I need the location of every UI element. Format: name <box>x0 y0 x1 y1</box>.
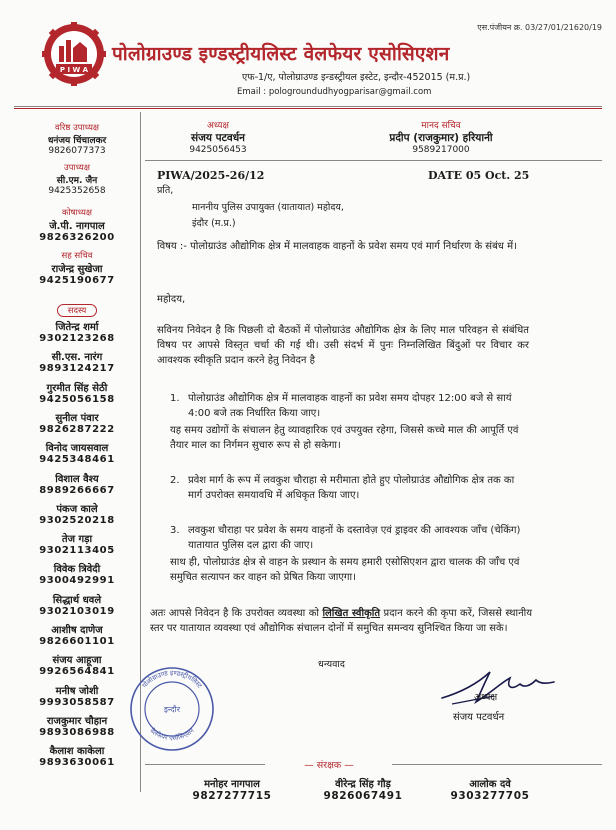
secretary-name: प्रदीप (राजकुमार) हरियानी <box>389 132 493 144</box>
member-entry <box>18 471 136 496</box>
sidebar-phone: 9826077373 <box>48 146 106 156</box>
sidebar-name: सी.एम. जैन <box>56 176 98 186</box>
thanks-text: धन्यवाद <box>318 659 345 670</box>
member-name: आशीष दाणेज <box>51 625 103 636</box>
sidebar-name: राजेन्द्र सुखेजा <box>51 264 103 275</box>
member-entry <box>18 592 136 617</box>
association-seal <box>128 665 216 753</box>
registration-number: एस.पंजीयन क्र. 03/27/01/21620/19 <box>477 23 602 32</box>
point-number: 2. <box>170 475 180 486</box>
patron-name: वीरेन्द्र सिंह गौड़ <box>335 779 391 790</box>
salutation: महोदय, <box>157 294 186 305</box>
member-phone: 9302123268 <box>39 333 115 344</box>
recipient-label: प्रति, <box>157 185 174 196</box>
patron-3 <box>420 776 560 802</box>
member-name: जितेन्द्र शर्मा <box>55 322 99 333</box>
members-title: सदस्य <box>18 298 136 317</box>
member-name: कैलाश काकेला <box>49 746 105 758</box>
member-name: सी.एस. नारंग <box>51 352 103 364</box>
president-role: अध्यक्ष <box>207 121 229 131</box>
member-entry <box>18 349 136 374</box>
member-phone: 9826287222 <box>39 423 115 435</box>
bearers-divider <box>145 160 602 161</box>
sidebar-phone: 9425352658 <box>48 186 106 196</box>
member-entry <box>18 683 136 708</box>
member-entry <box>18 410 136 435</box>
member-name: विवेक त्रिवेदी <box>53 564 101 576</box>
member-phone: 9425056158 <box>39 393 115 405</box>
sidebar-name: धनंजय चिंचालकर <box>47 136 107 146</box>
member-entry <box>18 380 136 405</box>
patron-phone: 9826067491 <box>323 790 403 802</box>
point-3 <box>170 523 529 553</box>
handwritten-signature <box>432 662 562 712</box>
header-divider-accent <box>14 108 602 109</box>
member-entry <box>18 743 136 768</box>
sidebar-officer-3 <box>18 207 136 243</box>
member-phone: 9993058587 <box>39 696 115 708</box>
footer-rule-left <box>145 764 265 765</box>
secretary-phone: 9589217000 <box>412 145 470 155</box>
sidebar-officer-2 <box>18 162 136 196</box>
member-name: तेज गड़ा <box>61 534 93 546</box>
member-phone: 9302103019 <box>39 605 115 617</box>
reference-number: PIWA/2025-26/12 <box>157 169 265 182</box>
recipient-line-1: माननीय पुलिस उपायुक्त (यातायात) महोदय, <box>192 202 344 213</box>
sidebar-phone: 9425190677 <box>39 275 115 286</box>
seal-bottom-text: वेलफेयर एसोसिएशन <box>148 726 196 743</box>
sidebar-role: सह सचिव <box>61 251 93 261</box>
member-name: विशाल वैश्य <box>55 473 99 485</box>
seal-top-text: पोलोग्राउण्ड इण्डस्ट्रीयलिस्ट <box>140 668 204 690</box>
patron-2 <box>293 776 433 802</box>
member-name: राजकुमार चौहान <box>46 715 108 727</box>
member-entry <box>18 622 136 647</box>
signatory-role: अध्यक्ष <box>474 692 498 703</box>
member-phone: 9302520218 <box>39 514 115 526</box>
point-1 <box>170 391 529 421</box>
point-number: 3. <box>170 525 180 536</box>
intro-paragraph: सविनय निवेदन है कि पिछली दो बैठकों में पोलोग्राउंड औद्योगिक क्षेत्र के लिए माल परिवहन से संबंधित विषय पर आपसे विस्तृत चर्चा की गई थी। उसी संदर्भ में पुनः निम्नलिखित बिंदुओं पर विचार कर आवश्यक स्वीकृति प्रदान करने हेतु निवेदन है <box>157 325 529 366</box>
svg-text:वेलफेयर एसोसिएशन <box>148 726 196 742</box>
association-logo <box>42 22 106 86</box>
member-phone: 9425348461 <box>39 454 115 466</box>
president-name: संजय पटवर्धन <box>190 132 245 144</box>
organization-email: Email : pologroundudhyogparisar@gmail.com <box>237 87 432 97</box>
point-text: लवकुश चौराहा पर प्रवेश के समय वाहनों के दस्तावेज़ एवं ड्राइवर की आवश्यक जाँच (चेकिंग) यातायात पुलिस दल द्वारा की जाए। <box>188 525 521 551</box>
member-phone: 9926564841 <box>39 666 115 678</box>
member-entry <box>18 531 136 556</box>
signatory-name: संजय पटवर्धन <box>453 712 505 723</box>
sidebar-phone: 9826326200 <box>39 232 115 243</box>
secretary-role: मानद सचिव <box>421 121 461 131</box>
member-name: संजय आहूजा <box>52 655 102 667</box>
member-phone: 9893086988 <box>39 726 115 738</box>
closing-text-end: प्रदान करने की कृपा करें, जिससे स्थानीय स्तर पर यातायात व्यवस्था एवं औद्योगिक संचालन दोनों में समुचित समन्वय सुनिश्चित किया जा सके। <box>150 608 533 634</box>
member-name: पंकज काले <box>56 503 98 515</box>
closing-paragraph <box>150 606 532 636</box>
member-entry <box>18 713 136 738</box>
subject-line: विषय :- पोलोग्राउंड औद्योगिक क्षेत्र में मालवाहक वाहनों के प्रवेश समय एवं मार्ग निर्धारण के संबंध में। <box>157 241 517 252</box>
member-phone: 9826601101 <box>39 636 115 647</box>
member-entry <box>18 501 136 526</box>
sidebar-officer-1 <box>18 122 136 156</box>
sidebar-officer-4 <box>18 250 136 286</box>
closing-emphasis: लिखित स्वीकृति <box>322 608 381 619</box>
member-entry <box>18 652 136 677</box>
president-phone: 9425056453 <box>189 145 247 155</box>
member-entry <box>18 440 136 465</box>
point-number: 1. <box>170 393 180 404</box>
point-1-extra: यह समय उद्योगों के संचालन हेतु व्यावहारिक एवं उपयुक्त रहेगा, जिससे कच्चे माल की आपूर्ति एवं तैयार माल का निर्गमन सुचारु रूप से हो सकेगा। <box>170 425 519 451</box>
patron-name: मनोहर नागपाल <box>204 779 260 790</box>
member-entry <box>18 561 136 586</box>
patron-phone: 9303277705 <box>450 790 530 802</box>
patron-name: आलोक दवे <box>469 779 511 790</box>
logo-text: P I W A <box>59 66 89 74</box>
footer-rule-right <box>392 764 602 765</box>
organization-name: पोलोग्राउण्ड इण्डस्ट्रीयलिस्ट वेलफेयर एसोसिएशन <box>112 43 450 65</box>
point-3-extra: साथ ही, पोलोग्राउंड क्षेत्र से वाहन के प्रस्थान के समय हमारी एसोसिएशन द्वारा चालक की जाँच एवं समुचित सत्यापन कर वाहन को प्रेषित किया जाएगा। <box>170 557 520 583</box>
point-2 <box>170 473 529 503</box>
member-phone: 9893630061 <box>39 757 115 769</box>
svg-text:पोलोग्राउण्ड इण्डस्ट्रीयलिस्ट <box>141 669 204 690</box>
sidebar-role: उपाध्यक्ष <box>64 163 90 173</box>
member-phone: 9300492991 <box>39 575 115 587</box>
member-phone: 9893124217 <box>39 363 115 375</box>
point-text: पोलोग्राउंड औद्योगिक क्षेत्र में मालवाहक वाहनों का प्रवेश समय दोपहर 12:00 बजे से सायं 4:00 बजे तक निर्धारित किया जाए। <box>188 393 512 419</box>
member-name: सुनील पंवार <box>55 412 99 424</box>
header-divider <box>14 106 602 107</box>
closing-text: अतः आपसे निवेदन है कि उपरोक्त व्यवस्था को <box>150 608 319 619</box>
recipient-line-2: इंदौर (म.प्र.) <box>192 218 236 229</box>
point-text: प्रवेश मार्ग के रूप में लवकुश चौराहा से मरीमाता होते हुए पोलोग्राउंड औद्योगिक क्षेत्र तक का मार्ग उपरोक्त समयावधि में अधिकृत किया जाए। <box>188 475 515 501</box>
secretary-block <box>366 118 516 155</box>
president-block <box>143 118 293 155</box>
letter-date: DATE 05 Oct. 25 <box>428 169 530 182</box>
patron-1 <box>162 776 302 802</box>
patrons-title: — संरक्षक — <box>304 760 354 771</box>
member-name: सिद्धार्थ धवले <box>52 594 102 606</box>
sidebar-role: कोषाध्यक्ष <box>61 208 93 218</box>
member-name: गुरमीत सिंह सेठी <box>46 382 108 394</box>
member-name: मनीष जोशी <box>55 685 99 697</box>
member-phone: 8989266667 <box>39 484 115 496</box>
patron-phone: 9827277715 <box>192 790 272 802</box>
sidebar-name: जे.पी. नागपाल <box>49 221 105 232</box>
member-phone: 9302113405 <box>39 545 115 557</box>
seal-center-text: इन्दौर <box>164 705 180 714</box>
sidebar-role: वरिष्ठ उपाध्यक्ष <box>54 123 100 133</box>
member-entry <box>18 319 136 344</box>
organization-address: एफ-1/ए, पोलोग्राउण्ड इन्डस्ट्रीयल इस्टेट, इन्दौर-452015 (म.प्र.) <box>242 72 471 83</box>
member-name: विनोद जायसवाल <box>45 443 109 455</box>
